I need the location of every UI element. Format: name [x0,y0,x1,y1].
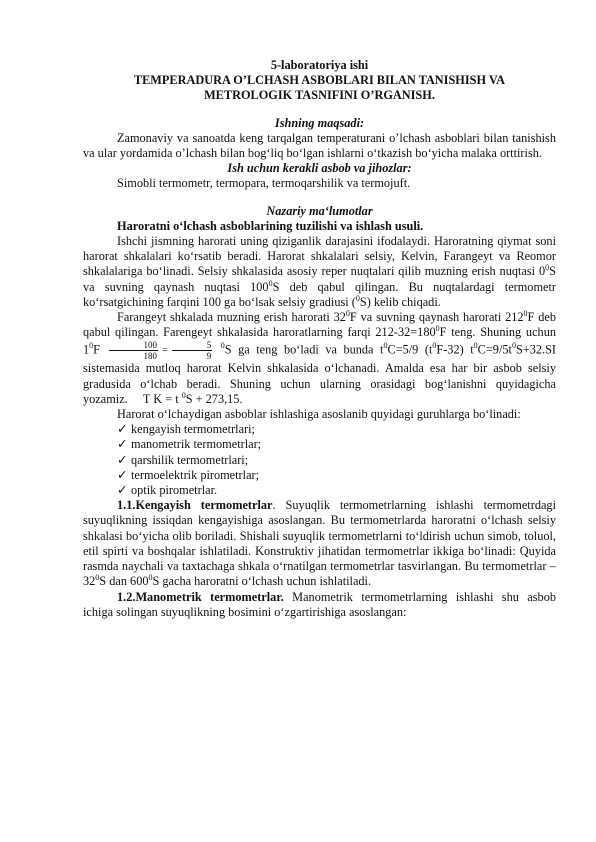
check-mark-icon: ✓ [117,437,128,452]
theory-subheading: Haroratni o‘lchash asboblarining tuzilishi va ishlash usuli. [117,218,424,233]
equals-sign: = [162,345,168,357]
thermometer-types-list [83,422,556,498]
section-1-2-title: 1.2.Manometrik termometrlar. [117,589,284,604]
list-item: ✓ kengayish termometrlari; [117,422,255,437]
fraction-100-180: $\frac{100}{180}$ [109,340,159,361]
check-mark-icon: ✓ [117,467,128,482]
section-1-1: 1.1.Kengayish termometrlar. Suyuqlik termometrlarning ishlashi termometrdagi suyuqlikning issiqdan kengayishiga asoslangan. Bu termometrlarda haroratni o‘lchash selsiy shkalasi bo‘yicha olib boriladi. Shishali suyuqlik termometrlarni to‘ldirish uchun simob, toluol, etil spirti va boshqalar ishlatiladi. Konstruktiv jihatidan termometrlar ikkiga bo‘linadi: Quyida rasmda naychali va taxtachaga shkala o‘rnatilgan termometrlar tasvirlangan. Bu termometrlar $-32^0S$ dan $600^0S$ gacha haroratni o‘lchash uchun ishlatiladi. [83,498,556,589]
document-content [83,58,556,620]
equipment-text: Simobli termometr, termopara, termoqarshilik va termojuft. [117,176,411,191]
check-mark-icon: ✓ [117,452,128,467]
list-item: ✓ manometrik termometrlar; [117,437,262,452]
equipment-heading: Ish uchun kerakli asbob va jihozlar: [227,161,412,176]
list-item: ✓ termoelektrik pirometrlar; [117,467,260,482]
purpose-heading: Ishning maqsadi: [274,115,365,130]
fraction-5-9: $\frac{5}{9}$ [172,340,213,361]
title-line-1: TEMPERADURA O’LCHASH ASBOBLARI BILAN TANISHISH VA [133,73,506,88]
list-item: ✓ optik pirometrlar. [117,483,218,498]
title-line-2: METROLOGIK TASNIFINI O’RGANISH. [204,88,435,103]
lab-number: 5-laboratoriya ishi [270,58,369,72]
check-mark-icon: ✓ [117,422,128,437]
check-mark-icon: ✓ [117,483,128,498]
paragraph-scales: Ishchi jismning harorati uning qiziganlik darajasini ifodalaydi. Haroratning qiymat soni harorat shkalalari ko‘rsatib beradi. Harorat shkalalari selsiy, Kelvin, Farangeyt va Reomor shkalalariga bo‘linadi. Selsiy shkalasida asosiy reper nuqtalari qilib muzning erish nuqtasi $0^0S$ va suvning qaynash nuqtasi $100^0S$ deb qabul qilingan. Bu nuqtalardagi termometr ko‘rsatgichining farqini 100 ga bo‘lsak selsiy gradiusi ($^0$S) kelib chiqadi. [83,234,556,309]
theory-heading: Nazariy ma‘lumotlar [266,203,373,218]
section-1-2: 1.2.Manometrik termometrlar. Manometrik termometrlarning ishlashi shu asbob ichiga solingan suyuqlikning bosimini o‘zgartirishiga asoslangan: [83,589,556,619]
section-1-1-title: 1.1.Kengayish termometrlar [117,498,273,513]
purpose-text: Zamonaviy va sanoatda keng tarqalgan temperaturani o’lchash asboblari bilan tanishish va ular yordamida o’lchash bilan bog‘liq bo‘lgan ishlarni o‘tkazish bo‘yicha malaka orttirish. [83,130,556,161]
paragraph-groups: Harorat o‘lchaydigan asboblar ishlashiga asoslanib quyidagi guruhlarga bo‘linadi: [117,407,521,422]
paragraph-fahrenheit: Farangeyt shkalada muzning erish harorati $32^0F$ va suvning qaynash harorati $212^0F$ deb qabul qilingan. Farengeyt shkalasida haroratlarning farqi $212-32=180^0F$ teng. Shuning uchun $1^0F$ $\frac{100}{180}$ = $\frac{5}{9}$ $^0$S ga teng bo‘ladi va bunda $t^0C=5/9$ $(t^0F-32)$ $t^0C=9/5t^0S+32.SI$ sistemasida mutloq harorat Kelvin shkalasida o‘lchanadi. Amalda esa har bir asbob selsiy gradusida o‘lchab beradi. Shuning uchun ularning orasidagi bog‘lanishni quyidagicha yozamiz. T K = t $^0$S + 273,15. [83,308,557,406]
kelvin-formula: T K = t $^0$S + 273,15. [142,390,243,406]
list-item: ✓ qarshilik termometrlari; [117,452,249,467]
